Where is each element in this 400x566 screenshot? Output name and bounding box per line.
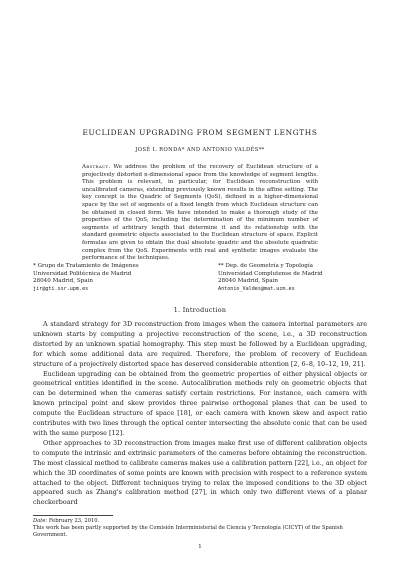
affiliation-left-line1: * Grupo de Tratamiento de Imágenes xyxy=(33,263,139,269)
footnotes xyxy=(33,518,367,539)
footnote-date-value: February 23, 2010. xyxy=(48,518,100,524)
affiliation-right-line1: ** Dep. de Geometría y Topología xyxy=(218,263,313,269)
abstract xyxy=(82,164,318,263)
footnote-support: This work has been partly supported by the Comisión Interministerial de Ciencia y Tecnología (CICYT) of the Spanish Government. xyxy=(33,525,343,539)
affiliation-right-email[interactable]: Antonio_Valdes@mat.ucm.es xyxy=(218,285,295,292)
abstract-label: Abstract. xyxy=(82,164,111,170)
section-heading: 1. Introduction xyxy=(173,307,227,314)
affiliation-right-line3: 28040 Madrid, Spain xyxy=(218,278,278,285)
body-text xyxy=(33,320,367,508)
paragraph: Euclidean upgrading can be obtained from the geometric properties of either physical objects or geometrical entities identified in the scene. Autocalibration methods rely on geometric objects that can be determined when the cameras satisfy certain restrictions. For instance, each camera with known principal point and skew provides three pairwise orthogonal planes that can be used to compute the Euclidean structure of space [18], or each camera with known skew and aspect ratio contributes with two lines through the optical center intersecting the absolute conic that can be used with the same purpose [12]. xyxy=(33,369,367,437)
affiliation-right xyxy=(218,263,323,293)
footnote-date-label: Date: xyxy=(33,518,48,524)
paper-title: EUCLIDEAN UPGRADING FROM SEGMENT LENGTHS xyxy=(82,128,318,137)
page-number: 1 xyxy=(198,544,202,550)
affiliation-left-email[interactable]: jir@gti.ssr.upm.es xyxy=(33,285,89,292)
affiliation-left xyxy=(33,263,139,293)
footnote-rule xyxy=(33,515,113,516)
paragraph: Other approaches to 3D reconstruction from images make first use of different calibration objects to compute the intrinsic and extrinsic parameters of the cameras before obtaining the reconstruction. The most classical method to calibrate cameras makes use a calibration pattern [22], i.e., an object for which the 3D coordinates of some points are known with precision with respect to a reference system attached to the object. Different techniques trying to relax the imposed conditions to the 3D object appeared such as Zhang's calibration method [27], in which only two different views of a planar checkerboard xyxy=(33,438,367,507)
affiliation-left-line2: Universidad Politécnica de Madrid xyxy=(33,270,132,277)
abstract-text: We address the problem of the recovery of Euclidean structure of a projectively distorted n-dimensional space from the knowledge of segment lengths. This problem is relevant, in particular, for Euclidean reconstruction with uncalibrated cameras, extending previously known results in the affine setting. The key concept is the Quadric of Segments (QoS), defined in a higher-dimensional space by the set of segments of a fixed length from which Euclidean structure can be obtained in closed form. We have intended to make a thorough study of the properties of the QoS, including the determination of the minimum number of segments of arbitrary length that determine it and its relationship with the standard geometric objects associated to the Euclidean structure of space. Explicit formulas are given to obtain the dual absolute quadric and the absolute quadratic complex from the QoS. Experiments with real and synthetic images evaluate the performance of the techniques. xyxy=(82,164,318,262)
paragraph: A standard strategy for 3D reconstruction from images when the camera internal parameters are unknown starts by computing a projective reconstruction of the scene, i.e., a 3D reconstruction distorted by an unknown spatial homography. This step must be followed by a Euclidean upgrading, for which some additional data are required. Therefore, the problem of recovery of Euclidean structure of a projectively distorted space has deserved considerable attention [2, 6–8, 10–12, 19, 21]. xyxy=(33,320,367,368)
affiliation-right-line2: Universidad Complutense de Madrid xyxy=(218,270,323,277)
affiliation-left-line3: 28040 Madrid, Spain xyxy=(33,278,93,285)
paper-authors: JOSÉ I. RONDA* AND ANTONIO VALDÉS** xyxy=(135,147,265,153)
